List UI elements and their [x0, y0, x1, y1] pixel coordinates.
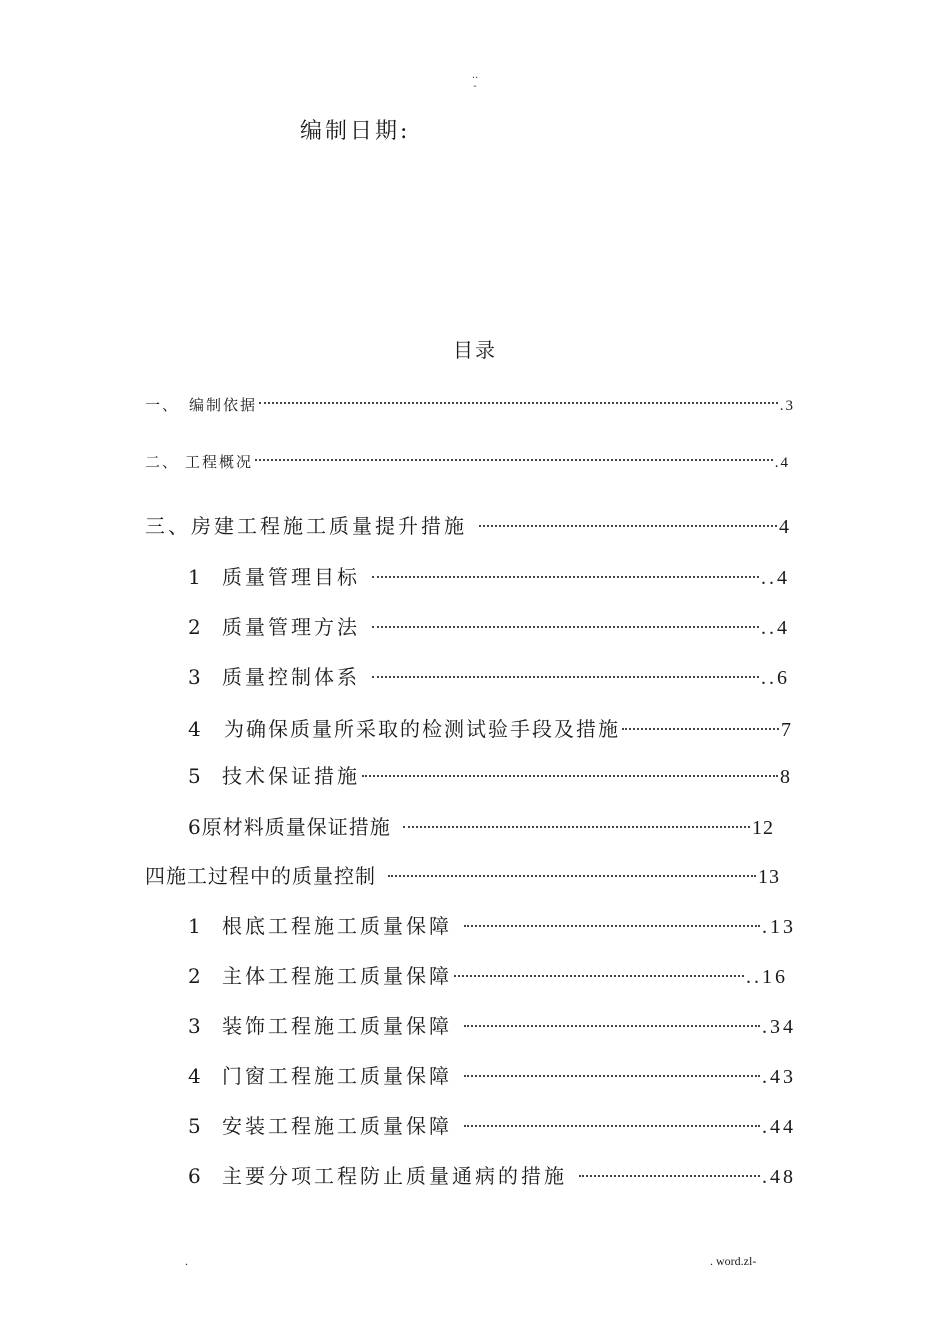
toc-leader-dots — [259, 402, 778, 404]
toc-entry[interactable] — [188, 812, 774, 842]
toc-entry-text: 质量管理目标 — [222, 565, 360, 589]
toc-entry[interactable] — [188, 761, 793, 791]
toc-leader-dots — [579, 1175, 760, 1177]
toc-entry-number: 5 — [188, 1114, 204, 1138]
toc-leader-dots — [372, 676, 759, 678]
toc-leader-dots — [479, 525, 777, 527]
toc-entry-number: 2 — [188, 615, 204, 639]
toc-entry-number: 2 — [188, 964, 204, 988]
toc-entry[interactable] — [145, 511, 792, 541]
toc-entry[interactable] — [188, 612, 790, 642]
footer-source-text: . word.zl- — [710, 1254, 757, 1268]
toc-entry-text: 安装工程施工质量保障 — [222, 1114, 452, 1138]
toc-leader-dots — [255, 459, 773, 461]
toc-entry-text: 根底工程施工质量保障 — [222, 914, 452, 938]
toc-entry-text: 工程概况 — [185, 453, 254, 471]
toc-entry-number: 二、 — [145, 453, 180, 471]
toc-entry-number: 5 — [188, 764, 204, 788]
toc-leader-dots — [464, 1075, 760, 1077]
toc-entry-page: .4 — [774, 455, 790, 471]
toc-entry[interactable] — [188, 1061, 796, 1091]
header-mark-top: .. — [471, 70, 479, 81]
toc-entry-number: 4 — [188, 1064, 204, 1088]
toc-leader-dots — [464, 1025, 760, 1027]
toc-entry-text: 编制依据 — [189, 396, 258, 414]
toc-entry-page: .43 — [762, 1066, 796, 1088]
toc-leader-dots — [454, 975, 744, 977]
toc-entry-page: 7 — [781, 719, 793, 741]
toc-entry-number: 6 — [188, 1164, 204, 1188]
toc-entry-page: ..4 — [761, 567, 790, 589]
toc-leader-dots — [622, 728, 779, 730]
toc-entry[interactable] — [145, 390, 795, 420]
toc-entry-page: 13 — [758, 866, 780, 888]
toc-entry[interactable] — [188, 1111, 796, 1141]
toc-entry-text: 三、房建工程施工质量提升措施 — [145, 514, 467, 538]
toc-entry-text: 质量管理方法 — [222, 615, 360, 639]
toc-leader-dots — [403, 826, 750, 828]
toc-leader-dots — [372, 626, 759, 628]
toc-entry-page: 4 — [779, 516, 792, 538]
toc-entry-text: 主体工程施工质量保障 — [222, 964, 452, 988]
toc-leader-dots — [372, 576, 759, 578]
toc-leader-dots — [388, 875, 756, 877]
toc-entry-page: ..16 — [746, 966, 788, 988]
toc-entry-text: 为确保质量所采取的检测试验手段及措施 — [224, 717, 620, 741]
toc-entry-number: 1 — [188, 914, 204, 938]
footer-left-mark: . — [185, 1254, 188, 1268]
toc-entry[interactable] — [188, 911, 796, 941]
toc-entry-page: ..4 — [761, 617, 790, 639]
toc-leader-dots — [464, 925, 760, 927]
toc-entry[interactable] — [145, 447, 790, 477]
toc-entry-text: 四施工过程中的质量控制 — [145, 864, 376, 888]
toc-entry[interactable] — [188, 961, 788, 991]
header-mark-bottom: - — [473, 81, 477, 92]
toc-entry-number: 3 — [188, 1014, 204, 1038]
toc-entry-number: 1 — [188, 565, 204, 589]
toc-entry[interactable] — [145, 861, 780, 891]
toc-entry-number: 3 — [188, 665, 204, 689]
toc-entry-text: 主要分项工程防止质量通病的措施 — [222, 1164, 567, 1188]
toc-entry-text: 门窗工程施工质量保障 — [222, 1064, 452, 1088]
toc-leader-dots — [362, 775, 778, 777]
toc-entry-page: .48 — [762, 1166, 796, 1188]
toc-entry-text: 技术保证措施 — [222, 764, 360, 788]
toc-entry[interactable] — [188, 714, 793, 744]
toc-entry-number: 4 — [188, 717, 203, 741]
toc-entry-text: 质量控制体系 — [222, 665, 360, 689]
page-header-mark — [0, 70, 950, 92]
toc-leader-dots — [464, 1125, 760, 1127]
toc-entry-page: .13 — [762, 916, 796, 938]
toc-entry[interactable] — [188, 1161, 796, 1191]
toc-entry-number: 一、 — [145, 396, 180, 414]
toc-entry[interactable] — [188, 662, 790, 692]
toc-entry[interactable] — [188, 1011, 796, 1041]
toc-entry-page: 8 — [780, 766, 793, 788]
toc-entry-page: .44 — [762, 1116, 796, 1138]
toc-entry-text: 6原材料质量保证措施 — [188, 815, 391, 839]
toc-entry-page: .3 — [779, 398, 795, 414]
toc-entry-text: 装饰工程施工质量保障 — [222, 1014, 452, 1038]
compile-date-label: 编制日期: — [300, 119, 411, 144]
toc-entry[interactable] — [188, 562, 790, 592]
toc-entry-page: .34 — [762, 1016, 796, 1038]
toc-title: 目录 — [453, 338, 497, 362]
toc-entry-page: 12 — [752, 817, 774, 839]
toc-entry-page: ..6 — [761, 667, 790, 689]
